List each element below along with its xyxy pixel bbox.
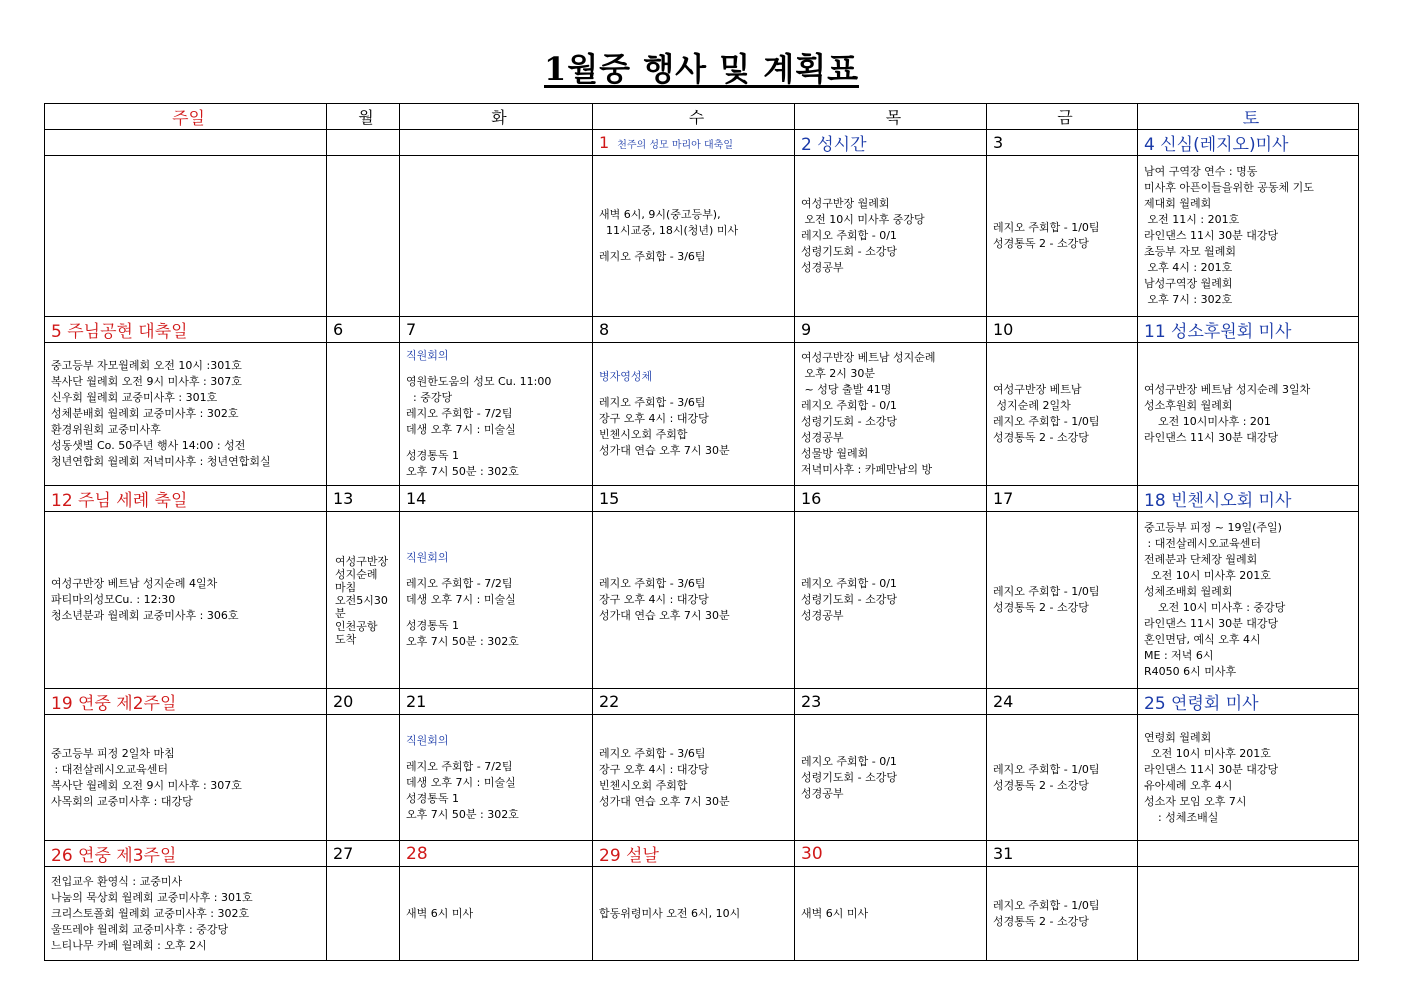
date-label: 18 빈첸시오회 미사	[1144, 491, 1292, 511]
date-row	[45, 486, 1359, 512]
weekday-header-row	[45, 104, 1359, 130]
date-cell-sat	[1138, 130, 1359, 156]
event-line: 여성구반장 월례회	[801, 197, 890, 210]
event-line: 복사단 월례회 오전 9시 미사후 : 307호	[51, 375, 242, 388]
event-line: 성령기도회 - 소강당	[801, 770, 897, 784]
date-cell-wed	[593, 486, 795, 512]
date-label: 13	[333, 489, 354, 508]
event-line: 레지오 주회합 - 3/6팀	[599, 577, 706, 590]
event-line: 레지오 주회합 - 7/2팀	[406, 759, 513, 773]
date-label: 3	[993, 133, 1004, 152]
events-cell-thu	[795, 715, 987, 841]
events-cell-mon	[327, 156, 400, 317]
event-line: 미사후 아픈이들을위한 공동체 기도	[1144, 181, 1314, 194]
event-line: 성경통독 2 - 소강당	[993, 601, 1089, 614]
date-label: 14	[406, 489, 427, 508]
event-line: 라인댄스 11시 30분 대강당	[1144, 762, 1279, 776]
weekday-monday: 월	[327, 104, 400, 130]
events-cell-sat	[1138, 343, 1359, 486]
event-line: 데생 오후 7시 : 미술실	[406, 775, 516, 789]
event-line: 성경공부	[801, 431, 844, 444]
event-line: 라인댄스 11시 30분 대강당	[1144, 431, 1279, 444]
event-line: 중고등부 자모월례회 오전 10시 :301호	[51, 359, 242, 372]
event-line: 여성구반장 베트남	[993, 383, 1082, 396]
event-line: 여성구반장	[335, 554, 389, 568]
event-line: 인천공항	[335, 619, 378, 633]
event-line: 성경공부	[801, 261, 844, 274]
weekday-tuesday: 화	[400, 104, 593, 130]
event-line: 성지순례 2일차	[993, 399, 1071, 412]
date-label: 27	[333, 844, 354, 863]
event-line: 직원회의	[406, 349, 449, 362]
events-cell-sun	[45, 343, 327, 486]
events-cell-tue	[400, 512, 593, 689]
date-cell-tue	[400, 317, 593, 343]
event-line: 오전 10시 미사후 : 중강당	[1144, 601, 1286, 614]
date-cell-mon	[327, 486, 400, 512]
event-line: 초등부 자모 월례회	[1144, 245, 1237, 258]
events-cell-fri	[987, 156, 1138, 317]
date-cell-sun	[45, 317, 327, 343]
events-cell-fri	[987, 715, 1138, 841]
events-row	[45, 512, 1359, 689]
date-cell-sat	[1138, 689, 1359, 715]
date-label: 29 설날	[599, 846, 659, 866]
event-line: 청소년분과 월례회 교중미사후 : 306호	[51, 609, 239, 622]
events-cell-thu	[795, 512, 987, 689]
date-cell-sat	[1138, 486, 1359, 512]
date-label: 28	[406, 843, 428, 864]
events-cell-fri	[987, 867, 1138, 961]
event-line: 성동샛별 Co. 50주년 행사 14:00 : 성전	[51, 439, 246, 452]
event-line	[406, 749, 592, 759]
events-cell-sat	[1138, 512, 1359, 689]
event-line: 성령기도회 - 소강당	[801, 245, 897, 258]
events-cell-sat	[1138, 156, 1359, 317]
event-line: 직원회의	[406, 733, 449, 747]
date-cell-mon	[327, 689, 400, 715]
event-line: 오전 10시 미사후 201호	[1144, 746, 1271, 760]
date-cell-fri	[987, 130, 1138, 156]
date-label: 12 주님 세례 축일	[51, 491, 188, 511]
event-line: 혼인면담, 예식 오후 4시	[1144, 633, 1261, 646]
event-line: 유아세례 오후 4시	[1144, 778, 1233, 792]
event-line: ~ 성당 출발 41명	[801, 383, 892, 396]
event-line: 라인댄스 11시 30분 대강당	[1144, 229, 1279, 242]
event-line: 오후 7시 50분 : 302호	[406, 635, 519, 648]
event-line	[406, 566, 592, 576]
event-line: 새벽 6시, 9시(중고등부),	[599, 208, 721, 221]
events-row	[45, 343, 1359, 486]
events-cell-mon	[327, 867, 400, 961]
events-cell-mon	[327, 512, 400, 689]
weekday-thursday: 목	[795, 104, 987, 130]
date-label: 17	[993, 489, 1014, 508]
calendar-table	[44, 103, 1359, 961]
date-cell-wed	[593, 317, 795, 343]
date-cell-wed	[593, 130, 795, 156]
event-line: 파티마의성모Cu. : 12:30	[51, 593, 176, 606]
event-line: 영원한도움의 성모 Cu. 11:00	[406, 375, 552, 388]
date-cell-sun	[45, 130, 327, 156]
event-line: 레지오 주회합 - 0/1	[801, 399, 897, 412]
event-line: 나눔의 묵상회 월례회 교중미사후 : 301호	[51, 890, 253, 904]
weekday-sunday: 주일	[45, 104, 327, 130]
date-label: 20	[333, 692, 354, 711]
event-line: 성가대 연습 오후 7시 30분	[599, 609, 730, 622]
date-cell-thu	[795, 130, 987, 156]
event-line: 울뜨레야 월례회 교중미사후 : 중강당	[51, 922, 229, 936]
event-line: 전입교우 환영식 : 교중미사	[51, 874, 183, 888]
date-label: 21	[406, 692, 427, 711]
event-line: 성경통독 1	[406, 791, 459, 805]
event-line: 성소후원회 월례회	[1144, 399, 1233, 412]
date-label: 24	[993, 692, 1014, 711]
date-cell-mon	[327, 317, 400, 343]
event-line	[599, 385, 794, 395]
date-cell-sun	[45, 486, 327, 512]
events-cell-thu	[795, 343, 987, 486]
event-line: 성경통독 2 - 소강당	[993, 431, 1089, 444]
date-label: 4 신심(레지오)미사	[1144, 135, 1289, 155]
event-line	[406, 608, 592, 618]
events-cell-wed	[593, 512, 795, 689]
date-cell-tue	[400, 841, 593, 867]
events-cell-wed	[593, 867, 795, 961]
event-line: 데생 오후 7시 : 미술실	[406, 593, 516, 606]
event-line: 오전 10시미사후 : 201	[1144, 415, 1271, 428]
date-row	[45, 130, 1359, 156]
event-line: 성가대 연습 오후 7시 30분	[599, 794, 730, 808]
date-cell-sun	[45, 689, 327, 715]
event-line: 오후 7시 50분 : 302호	[406, 807, 519, 821]
event-line: 오전 10시 미사후 중강당	[801, 213, 925, 226]
event-line: 성경공부	[801, 786, 844, 800]
event-line: 중고등부 피정 2일차 마침	[51, 746, 175, 760]
event-line: 레지오 주회합 - 1/0팀	[993, 585, 1100, 598]
date-row	[45, 317, 1359, 343]
date-label: 19 연중 제2주일	[51, 694, 177, 714]
event-line	[406, 364, 592, 374]
event-line: 오후 2시 30분	[801, 367, 875, 380]
event-line: 성가대 연습 오후 7시 30분	[599, 444, 730, 457]
event-line: 중고등부 피정 ~ 19일(주일)	[1144, 521, 1282, 534]
events-row	[45, 867, 1359, 961]
date-label: 16	[801, 489, 822, 508]
event-line: 합동위령미사 오전 6시, 10시	[599, 906, 741, 920]
date-label: 1	[599, 133, 610, 152]
event-line: 레지오 주회합 - 3/6팀	[599, 250, 706, 263]
date-cell-mon	[327, 130, 400, 156]
events-cell-sat	[1138, 867, 1359, 961]
event-line: 성경통독 1	[406, 449, 459, 462]
event-line: : 성체조배실	[1144, 810, 1219, 824]
event-line: 전례분과 단체장 월례회	[1144, 553, 1258, 566]
event-line: 성지순례	[335, 567, 378, 581]
events-cell-sun	[45, 156, 327, 317]
event-line: 청년연합회 월례회 저녁미사후 : 청년연합회실	[51, 455, 271, 468]
events-cell-tue	[400, 156, 593, 317]
event-line: 라인댄스 11시 30분 대강당	[1144, 617, 1279, 630]
event-line: 오전5시30분	[335, 593, 388, 620]
date-cell-wed	[593, 841, 795, 867]
events-cell-fri	[987, 343, 1138, 486]
event-line: 장구 오후 4시 : 대강당	[599, 593, 709, 606]
date-label: 5 주님공현 대축일	[51, 322, 188, 342]
event-line: 오후 4시 : 201호	[1144, 261, 1233, 274]
events-cell-fri	[987, 512, 1138, 689]
date-cell-sat	[1138, 841, 1359, 867]
event-line: 느티나무 카페 월례회 : 오후 2시	[51, 938, 207, 952]
event-line: 레지오 주회합 - 3/6팀	[599, 396, 706, 409]
weekday-friday: 금	[987, 104, 1138, 130]
weekday-saturday: 토	[1138, 104, 1359, 130]
date-cell-wed	[593, 689, 795, 715]
events-cell-thu	[795, 156, 987, 317]
date-label: 2 성시간	[801, 135, 867, 155]
date-row	[45, 841, 1359, 867]
event-line: 성령기도회 - 소강당	[801, 415, 897, 428]
date-label: 7	[406, 320, 417, 339]
date-cell-fri	[987, 486, 1138, 512]
event-line: 레지오 주회합 - 1/0팀	[993, 221, 1100, 234]
date-cell-fri	[987, 317, 1138, 343]
event-line: 새벽 6시 미사	[406, 906, 474, 920]
events-cell-sun	[45, 867, 327, 961]
events-cell-sun	[45, 715, 327, 841]
events-cell-sun	[45, 512, 327, 689]
event-line: 장구 오후 4시 : 대강당	[599, 412, 709, 425]
event-line: : 중강당	[406, 391, 453, 404]
event-line: 여성구반장 베트남 성지순례	[801, 351, 936, 364]
date-cell-fri	[987, 689, 1138, 715]
event-line: 레지오 주회합 - 0/1	[801, 754, 897, 768]
date-cell-mon	[327, 841, 400, 867]
date-label: 30	[801, 843, 823, 864]
events-cell-thu	[795, 867, 987, 961]
event-line: 성경통독 2 - 소강당	[993, 914, 1089, 928]
event-line: 남여 구역장 연수 : 명동	[1144, 165, 1258, 178]
date-label: 31	[993, 844, 1014, 863]
event-line: 복사단 월례회 오전 9시 미사후 : 307호	[51, 778, 242, 792]
event-line: 오전 11시 : 201호	[1144, 213, 1240, 226]
event-line	[599, 239, 794, 249]
event-line: 병자영성체	[599, 370, 653, 383]
event-line: 여성구반장 베트남 성지순례 4일차	[51, 577, 218, 590]
event-line: 레지오 주회합 - 1/0팀	[993, 898, 1100, 912]
date-label: 9	[801, 320, 812, 339]
event-line: 레지오 주회합 - 1/0팀	[993, 762, 1100, 776]
date-cell-tue	[400, 130, 593, 156]
event-line: 11시교중, 18시(청년) 미사	[599, 224, 739, 237]
date-label: 25 연령회 미사	[1144, 694, 1259, 714]
feast-label: 천주의 성모 마리아 대축일	[617, 140, 733, 151]
events-row	[45, 156, 1359, 317]
date-label: 22	[599, 692, 620, 711]
event-line: 성경통독 1	[406, 619, 459, 632]
date-label: 6	[333, 320, 344, 339]
event-line: 성령기도회 - 소강당	[801, 593, 897, 606]
event-line: 남성구역장 월례회	[1144, 277, 1233, 290]
event-line: : 대전살레시오교육센터	[1144, 537, 1261, 550]
event-line: 신우회 월례회 교중미사후 : 301호	[51, 391, 218, 404]
date-cell-thu	[795, 841, 987, 867]
date-cell-sun	[45, 841, 327, 867]
event-line: 성체조배회 월례회	[1144, 585, 1233, 598]
event-line: 성체분배회 월례회 교중미사후 : 302호	[51, 407, 239, 420]
event-line: 레지오 주회합 - 0/1	[801, 577, 897, 590]
event-line: 오후 7시 50분 : 302호	[406, 465, 519, 478]
date-cell-thu	[795, 486, 987, 512]
event-line: 오후 7시 : 302호	[1144, 293, 1233, 306]
date-label: 8	[599, 320, 610, 339]
event-line: 성경통독 2 - 소강당	[993, 778, 1089, 792]
date-label: 10	[993, 320, 1014, 339]
weekday-wednesday: 수	[593, 104, 795, 130]
event-line: 장구 오후 4시 : 대강당	[599, 762, 709, 776]
event-line: 레지오 주회합 - 0/1	[801, 229, 897, 242]
events-row	[45, 715, 1359, 841]
date-cell-tue	[400, 689, 593, 715]
date-cell-sat	[1138, 317, 1359, 343]
event-line	[406, 438, 592, 448]
events-cell-sat	[1138, 715, 1359, 841]
event-line: R4050 6시 미사후	[1144, 665, 1237, 678]
event-line: 성소자 모임 오후 7시	[1144, 794, 1247, 808]
events-cell-tue	[400, 715, 593, 841]
event-line: 크리스토폴회 월례회 교중미사후 : 302호	[51, 906, 250, 920]
date-cell-fri	[987, 841, 1138, 867]
event-line: 제대회 월례회	[1144, 197, 1212, 210]
event-line: 레지오 주회합 - 7/2팀	[406, 407, 513, 420]
events-cell-tue	[400, 867, 593, 961]
event-line: 성경통독 2 - 소강당	[993, 237, 1089, 250]
date-row	[45, 689, 1359, 715]
date-cell-thu	[795, 317, 987, 343]
event-line: : 대전살레시오교육센터	[51, 762, 168, 776]
event-line: 마침	[335, 580, 357, 594]
events-cell-wed	[593, 343, 795, 486]
event-line: 레지오 주회합 - 1/0팀	[993, 415, 1100, 428]
event-line: 빈첸시오회 주회합	[599, 428, 688, 441]
event-line: 환경위원회 교중미사후	[51, 423, 161, 436]
event-line: 새벽 6시 미사	[801, 906, 869, 920]
event-line: 레지오 주회합 - 3/6팀	[599, 746, 706, 760]
events-cell-mon	[327, 343, 400, 486]
date-cell-thu	[795, 689, 987, 715]
events-cell-tue	[400, 343, 593, 486]
events-cell-mon	[327, 715, 400, 841]
event-line: 연령회 월례회	[1144, 730, 1212, 744]
event-line: 직원회의	[406, 551, 449, 564]
event-line: 빈첸시오회 주회합	[599, 778, 688, 792]
date-label: 11 성소후원회 미사	[1144, 322, 1292, 342]
event-line: 레지오 주회합 - 7/2팀	[406, 577, 513, 590]
event-line: 저녁미사후 : 카페만남의 방	[801, 463, 933, 476]
event-line: 여성구반장 베트남 성지순례 3일차	[1144, 383, 1311, 396]
page-title: 1월중 행사 및 계획표	[544, 50, 859, 88]
date-label: 23	[801, 692, 822, 711]
date-label: 15	[599, 489, 620, 508]
event-line: 성경공부	[801, 609, 844, 622]
event-line: 도착	[335, 632, 357, 646]
event-line: 성물방 월례회	[801, 447, 869, 460]
event-line: 데생 오후 7시 : 미술실	[406, 423, 516, 436]
event-line: 오전 10시 미사후 201호	[1144, 569, 1271, 582]
event-line: 사목회의 교중미사후 : 대강당	[51, 794, 193, 808]
event-line: ME : 저녁 6시	[1144, 649, 1214, 662]
events-cell-wed	[593, 715, 795, 841]
date-cell-tue	[400, 486, 593, 512]
events-cell-wed	[593, 156, 795, 317]
date-label: 26 연중 제3주일	[51, 846, 177, 866]
